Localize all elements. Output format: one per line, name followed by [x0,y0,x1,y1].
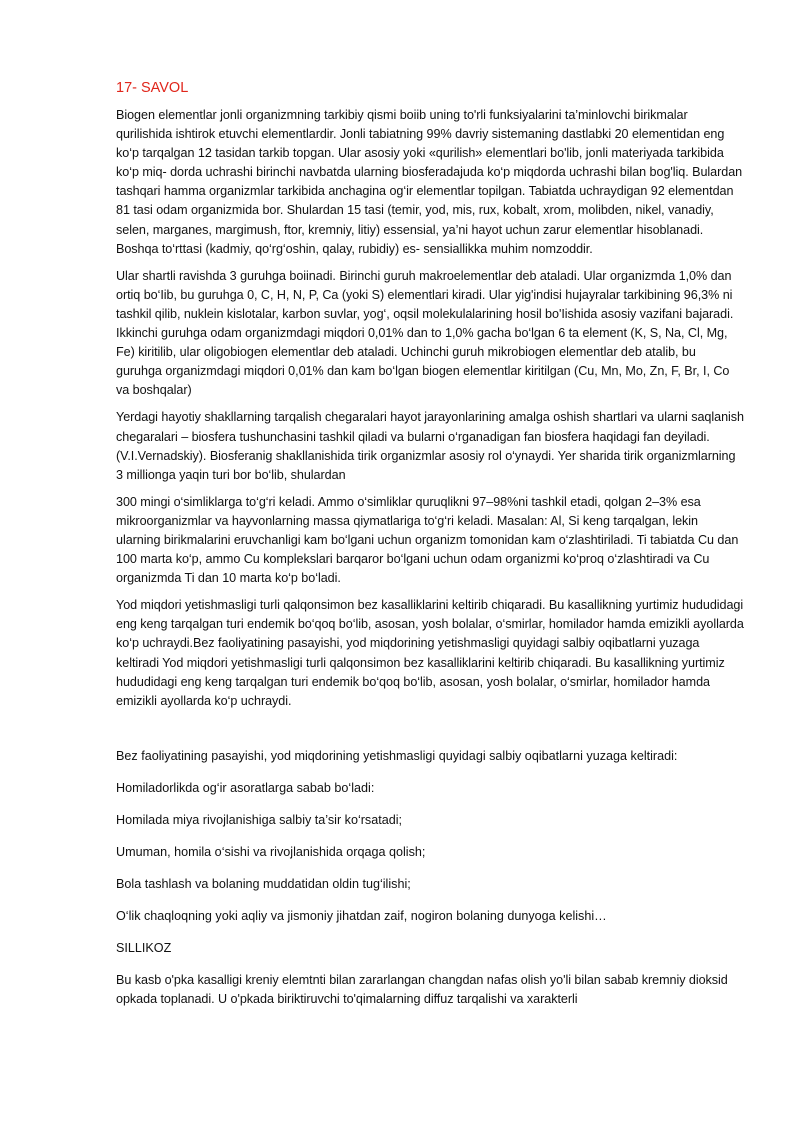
paragraph-silicosis: Bu kasb o'pka kasalligi kreniy elemtnti bilan zararlangan changdan nafas olish yo'li bilan sabab kremniy dioksid opkada toplanadi. U o'pkada biriktiruvchi to'qimalarning diffuz tarqalishi va xarakterli [116,972,728,1006]
list-line-brain: Homilada miya rivojlanishiga salbiy ta’sir ko‘rsatadi; [116,812,403,827]
list-line-pregnancy: Homiladorlikda og‘ir asoratlarga sabab bo‘ladi: [116,780,375,795]
question-title: 17- SAVOL [116,80,189,96]
paragraph-iodine-deficiency: Yod miqdori yetishmasligi turli qalqonsimon bez kasalliklarini keltirib chiqaradi. Bu kasallikning yurtimiz hududidagi eng keng tarqalgan turi endemik bo‘qoq bo‘lib, asosan, yosh bolalar, o‘smirlar, homilador hamda emizikli ayollarda ko‘p uchraydi.Bez faoliyatining pasayishi, yod miqdorining yetishmasligi quyidagi salbiy oqibatlarni yuzaga keltiradi Yod miqdori yetishmasligi turli qalqonsimon bez kasalliklarini keltirib chiqaradi. Bu kasallikning yurtimiz hududidagi eng keng tarqalgan turi endemik bo‘qoq bo‘lib, asosan, yosh bolalar, o‘smirlar, homilador hamda emizikli ayollarda ko‘p uchraydi. [116,598,744,708]
paragraph-biogen-elements: Biogen elementlar jonli organizmning tarkibiy qismi boiib uning to'rli funksiyalarini ta’minlovchi birikmalar qurilishida ishtirok etuvchi elementlardir. Jonli tabiatning 99% davriy sistemaning dastlabki 20 elementidan eng ko‘p tarqalgan 12 tasidan tarkib topgan. Ular asosiy yoki «qurilish» elementlari bo'lib, jonli materiyada tarkibida ko‘p miq- dorda uchrashi birinchi navbatda ularning biosferadajuda ko‘p miqdorda uchrashi bilan bog'liq. Bulardan tashqari hamma organizmlar tarkibida anchagina og‘ir elementlar topilgan. Tabiatda uchraydigan 92 elementdan 81 tasi odam organizmida bor. Shulardan 15 tasi (temir, yod, mis, rux, kobalt, xrom, molibden, nikel, vanadiy, selen, marganes, margimush, ftor, kremniy, litiy) essensial, ya’ni hayot uchun zarur elementlar hisoblanadi. Boshqa to‘rttasi (kadmiy, qo‘rg‘oshin, qalay, rubidiy) es- sensiallikka muhim nomzoddir. [116,108,743,256]
list-line-stillbirth: O‘lik chaqloqning yoki aqliy va jismoniy jihatdan zaif, nogiron bolaning dunyoga kelishi… [116,908,607,923]
section-heading-silicosis: SILLIKOZ [116,940,172,955]
blank-space [116,719,744,747]
list-line-intro: Bez faoliyatining pasayishi, yod miqdorining yetishmasligi quyidagi salbiy oqibatlarni yuzaga keltiradi: [116,748,678,763]
document-body [116,78,744,1017]
list-line-miscarriage: Bola tashlash va bolaning muddatidan oldin tug‘ilishi; [116,876,411,891]
list-line-growth: Umuman, homila o‘sishi va rivojlanishida orqaga qolish; [116,844,426,859]
paragraph-plants-microorganisms: 300 mingi o‘simliklarga to‘g‘ri keladi. Ammo o‘simliklar quruqlikni 97–98%ni tashkil etadi, qolgan 2–3% esa mikroorganizmlar va hayvonlarning massa qiymatlariga to‘g‘ri keladi. Masalan: Al, Si keng tarqalgan, lekin ularning birikmalarini eruvchanligi kam bo‘lgani uchun organizm tomonidan kam o‘zlashtiriladi. Ti tabiatda Cu dan 100 marta ko‘p, ammo Cu komplekslari barqaror bo‘lgani uchun odam organizmi ko‘proq o‘zlashtiradi va Cu organizmda Ti dan 10 marta ko‘p bo‘ladi. [116,494,739,586]
paragraph-biosphere: Yerdagi hayotiy shakllarning tarqalish chegaralari hayot jarayonlarining amalga oshish shartlari va ularni saqlanish chegaralari – biosfera tushunchasini tashkil qiladi va bularni o‘rganadigan fan biosfera haqidagi fan deyiladi. (V.I.Vernadskiy). Biosferanig shakllanishida tirik organizmlar asosiy rol o‘ynaydi. Yer sharida tirik organizmlarning 3 millionga yaqin turi bor bo‘lib, shulardan [116,410,744,482]
paragraph-element-groups: Ular shartli ravishda 3 guruhga boiinadi. Birinchi guruh makroelementlar deb ataladi. Ular organizmda 1,0% dan ortiq bo‘Iib, bu guruhga 0, C, H, N, P, Ca (yoki S) elementlari kiradi. Ular yig'indisi hujayralar tarkibining 96,3% ni tashkil qilib, nuklein kislotalar, karbon suvlar, yog‘, oqsil molekulalarining hosil bo'Iishida asosiy vazifani bajaradi. Ikkinchi guruhga odam organizmdagi miqdori 0,01% dan to 1,0% gacha bo‘lgan 6 ta element (K, S, Na, Cl, Mg, Fe) kiritilib, ular oligobiogen elementlar deb ataladi. Uchinchi guruh mikrobiogen elementlar deb atalib, bu guruhga organizmdagi miqdori 0,01% dan kam bo‘lgan biogen elementlar kiritilgan (Cu, Mn, Mo, Zn, F, Br, I, Co va boshqalar) [116,268,734,398]
